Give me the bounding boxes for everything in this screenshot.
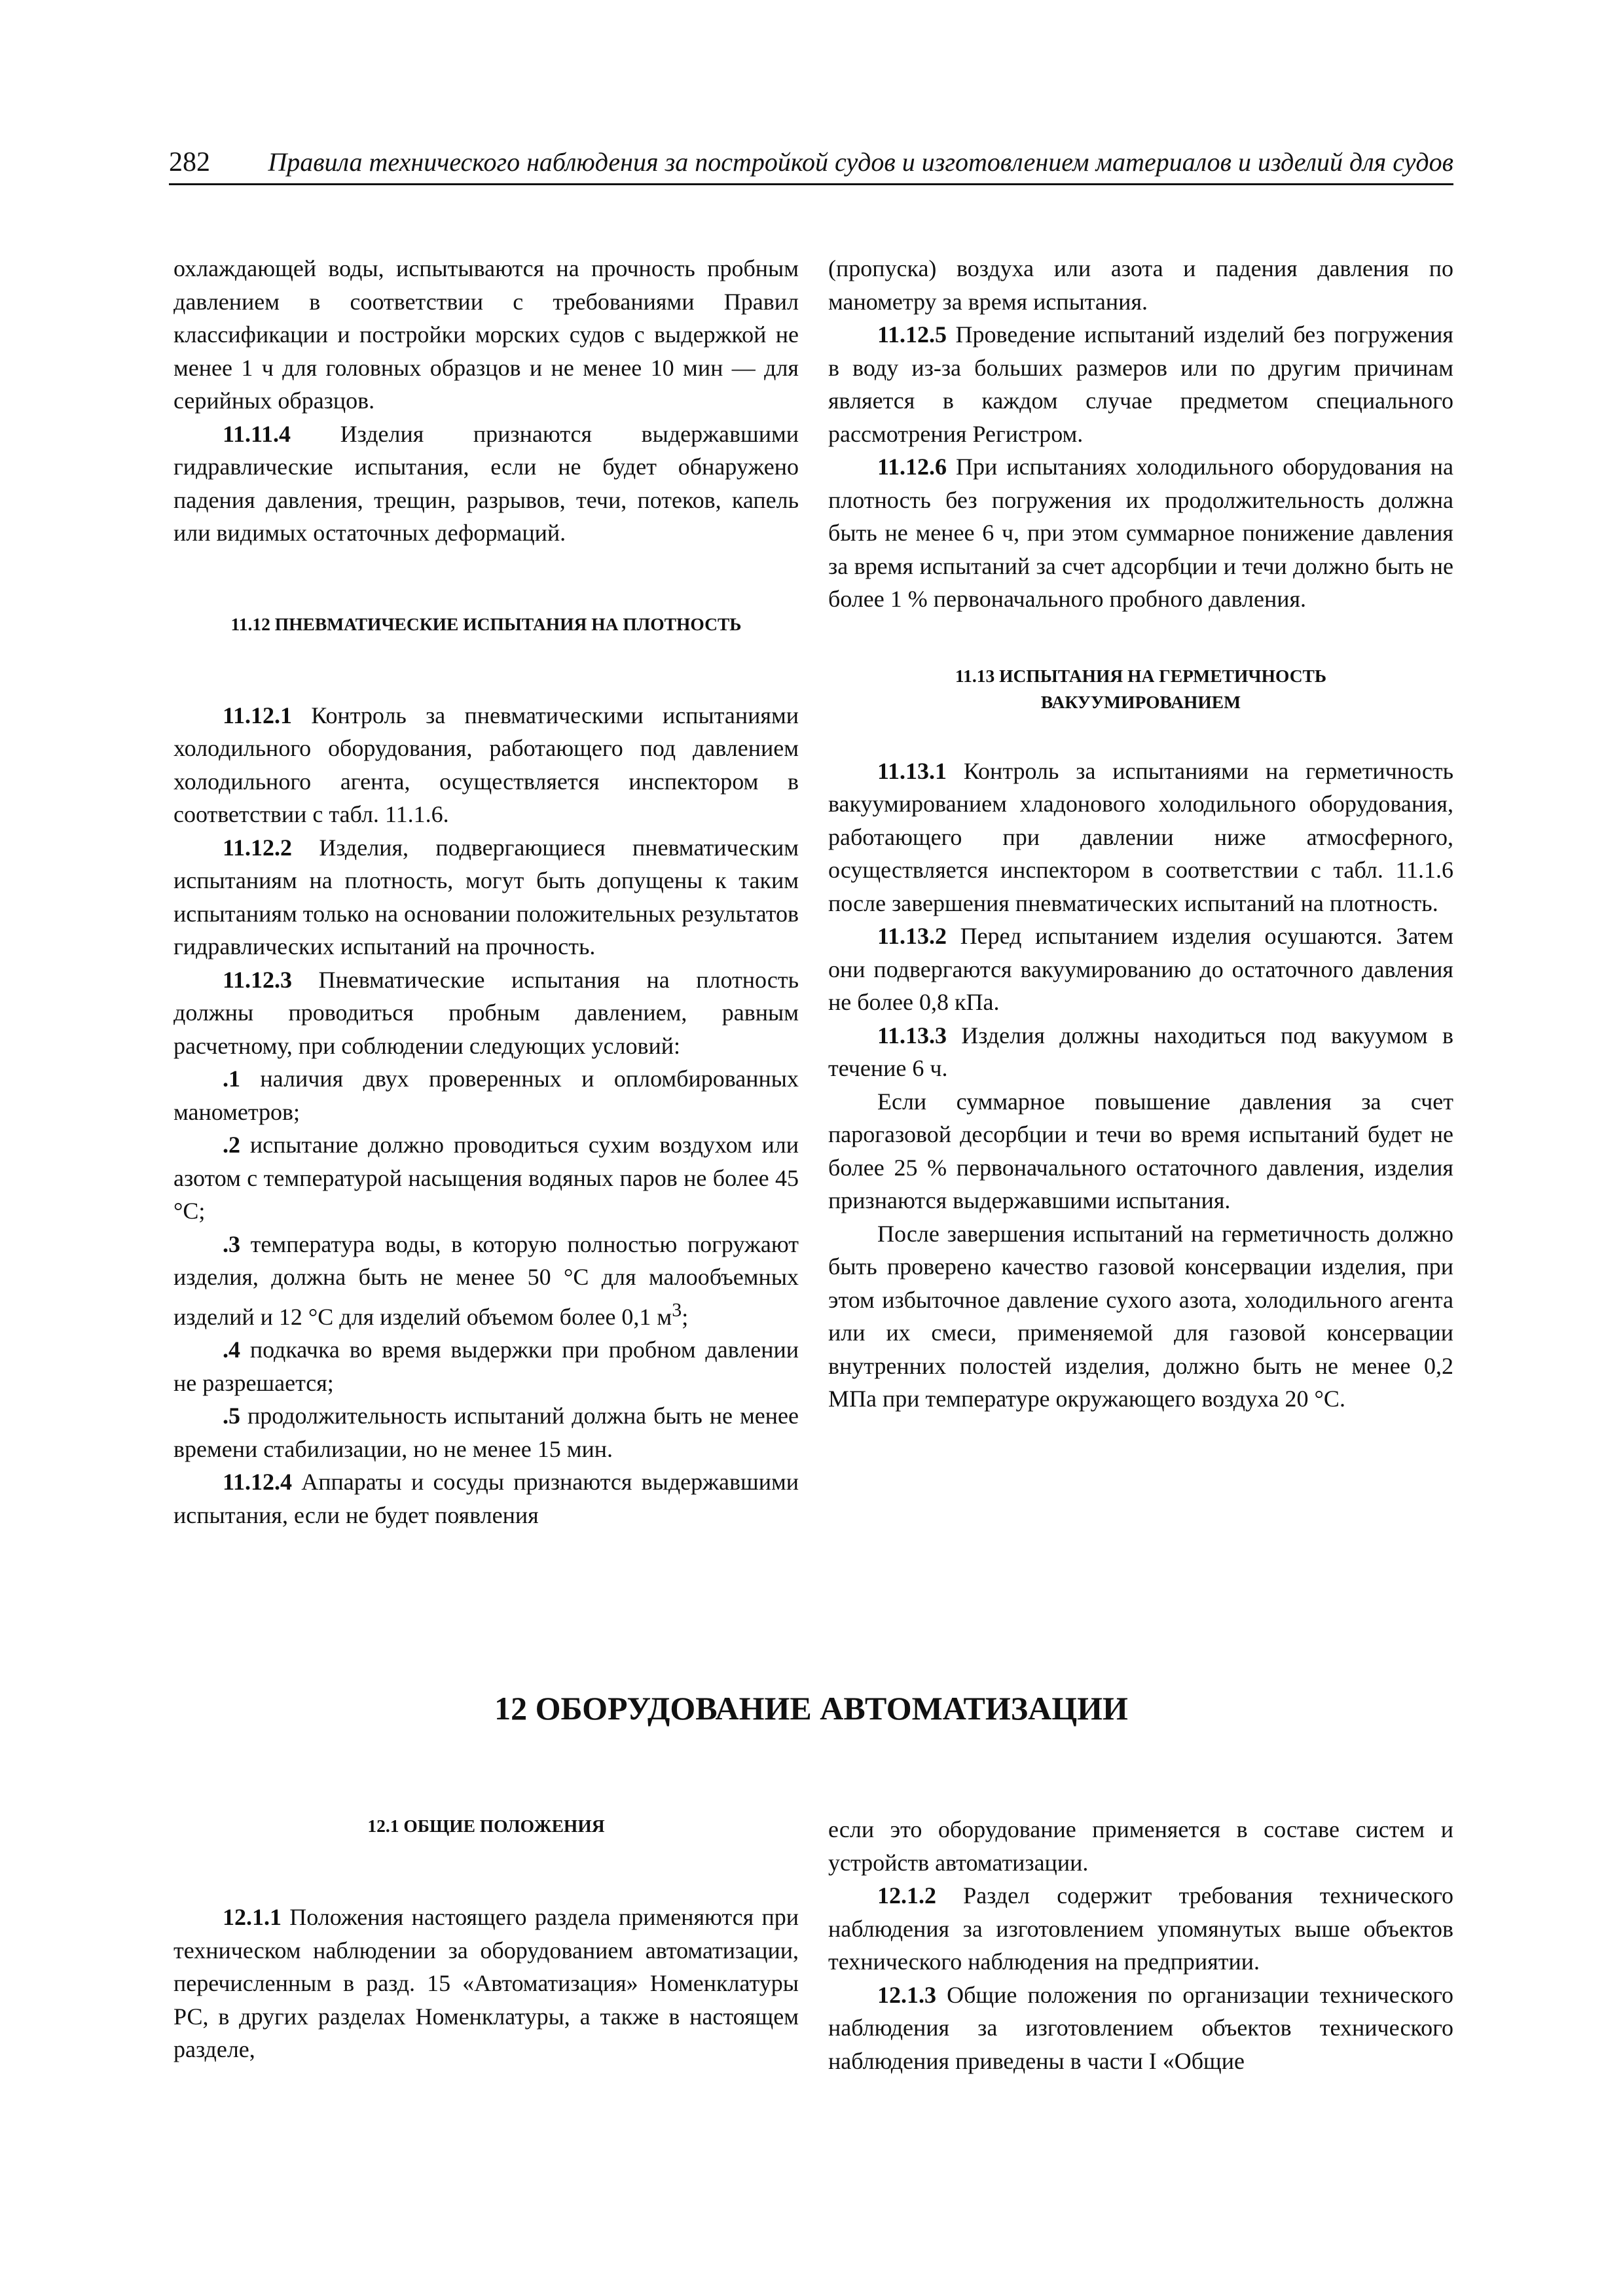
page-header: [169, 143, 1453, 185]
list-item-2: [173, 1128, 799, 1228]
clause-text: Контроль за испытаниями на герметичность вакуумированием хладонового холодильного оборудования, работающего при давлении ниже атмосферного, осуществляется инспектором в соответствии с табл. 11.1.6 после завершения пневматических испытаний на плотность.: [828, 757, 1453, 916]
paragraph: охлаждающей воды, испытываются на прочность пробным давлением в соответствии с требованиями Правил классификации и постройки морских судов с выдержкой не менее 1 ч для головных образцов и не менее 10 мин — для серийных образцов.: [173, 255, 799, 414]
left-column-top: [173, 252, 799, 1532]
clause-text: Общие положения по организации технического наблюдения за изготовлением объектов технического наблюдения приведены в части I «Общие: [828, 1981, 1453, 2074]
item-number: .1: [223, 1066, 240, 1092]
paragraph-11-12-6: [828, 450, 1453, 616]
clause-number: 11.12.5: [877, 321, 947, 348]
superscript: 3: [672, 1299, 682, 1321]
item-text: подкачка во время выдержки при пробном давлении не разрешается;: [173, 1336, 799, 1396]
clause-text: Изделия должны находиться под вакуумом в течение 6 ч.: [828, 1022, 1453, 1081]
paragraph-11-12-3: [173, 963, 799, 1063]
chapter-title: 12 ОБОРУДОВАНИЕ АВТОМАТИЗАЦИИ: [494, 1690, 1128, 1727]
clause-number: 12.1.3: [877, 1981, 936, 2008]
paragraph: После завершения испытаний на герметичность должно быть проверено качество газовой консервации изделия, при этом избыточное давление сухого азота, холодильного агента или их смеси, применяемой для газовой консервации внутренних полостей изделия, должно быть не менее 0,2 МПа при температуре окружающего воздуха 20 °С.: [828, 1220, 1453, 1412]
paragraph-11-12-2: [173, 831, 799, 963]
clause-text: Контроль за пневматическими испытаниями холодильного оборудования, работающего под давлением холодильного агента, осуществляется инспектором в соответствии с табл. 11.1.6.: [173, 702, 799, 827]
clause-number: 11.12.2: [223, 834, 293, 861]
clause-number: 11.13.1: [877, 757, 947, 784]
paragraph-12-1-1: [173, 1901, 799, 2066]
clause-number: 11.11.4: [223, 420, 291, 447]
section-heading-11-13: [828, 663, 1453, 715]
clause-number: 11.13.2: [877, 923, 947, 949]
paragraph: (пропуска) воздуха или азота и падения давления по манометру за время испытания.: [828, 255, 1453, 315]
section-heading-line-1: 11.13 ИСПЫТАНИЯ НА ГЕРМЕТИЧНОСТЬ: [955, 665, 1327, 686]
item-text: продолжительность испытаний должна быть не менее времени стабилизации, но не менее 15 мин.: [173, 1403, 799, 1462]
paragraph: если это оборудование применяется в составе систем и устройств автоматизации.: [828, 1816, 1453, 1876]
list-item-5: [173, 1399, 799, 1465]
clause-number: 12.1.1: [223, 1904, 282, 1930]
item-text-end: ;: [682, 1303, 689, 1330]
paragraph-11-12-5: [828, 318, 1453, 450]
item-number: .4: [223, 1336, 240, 1363]
clause-number: 11.12.1: [223, 702, 293, 728]
clause-text: Изделия, подвергающиеся пневматическим испытаниям на плотность, могут быть допущены к таким испытаниям только на основании положительных результатов гидравлических испытаний на прочность.: [173, 834, 799, 960]
clause-text: Раздел содержит требования технического наблюдения за изготовлением упомянутых выше объектов технического наблюдения на предприятии.: [828, 1882, 1453, 1975]
item-text: наличия двух проверенных и опломбированных манометров;: [173, 1066, 799, 1125]
item-number: .2: [223, 1132, 240, 1158]
page-number: 282: [169, 147, 210, 177]
right-column-top: [828, 252, 1453, 1416]
paragraph-11-12-4: [173, 1465, 799, 1532]
item-number: .3: [223, 1230, 240, 1257]
item-number: .5: [223, 1403, 240, 1429]
paragraph-11-12-1: [173, 699, 799, 831]
paragraph-12-1-3: [828, 1979, 1453, 2078]
paragraph-11-13-2: [828, 920, 1453, 1019]
section-heading-line-2: ВАКУУМИРОВАНИЕМ: [1040, 691, 1241, 712]
item-text: температура воды, в которую полностью погружают изделия, должна быть не менее 50 °С для малообъемных изделий и 12 °С для изделий объемом более 0,1 м: [173, 1230, 799, 1330]
clause-text: Пневматические испытания на плотность должны проводиться пробным давлением, равным расчетному, при соблюдении следующих условий:: [173, 966, 799, 1059]
clause-number: 11.13.3: [877, 1022, 947, 1049]
paragraph-11-11-4: [173, 418, 799, 550]
list-item-1: [173, 1062, 799, 1128]
section-heading-12-1: 12.1 ОБЩИЕ ПОЛОЖЕНИЯ: [367, 1816, 605, 1836]
clause-text: Изделия признаются выдержавшими гидравлические испытания, если не будет обнаружено падения давления, трещин, разрывов, течи, потеков, капель или видимых остаточных деформаций.: [173, 420, 799, 546]
clause-number: 11.12.4: [223, 1469, 293, 1495]
paragraph-12-1-2: [828, 1879, 1453, 1979]
clause-number: 12.1.2: [877, 1882, 936, 1909]
list-item-4: [173, 1333, 799, 1399]
section-heading-11-12: 11.12 ПНЕВМАТИЧЕСКИЕ ИСПЫТАНИЯ НА ПЛОТНОСТЬ: [230, 613, 742, 634]
list-item-3: [173, 1228, 799, 1334]
clause-text: Положения настоящего раздела применяются при техническом наблюдении за оборудованием автоматизации, перечисленным в разд. 15 «Автоматизация» Номенклатуры РС, в других разделах Номенклатуры, а также в настоящем разделе,: [173, 1904, 799, 2062]
running-title: Правила технического наблюдения за постройкой судов и изготовлением материалов и изделий для судов: [268, 147, 1453, 177]
left-column-bottom: [173, 1813, 799, 2066]
clause-text: Проведение испытаний изделий без погружения в воду из-за больших размеров или по другим причинам является в каждом случае предметом специального рассмотрения Регистром.: [828, 321, 1453, 447]
right-column-bottom: [828, 1813, 1453, 2077]
paragraph-11-13-1: [828, 755, 1453, 920]
clause-text: Аппараты и сосуды признаются выдержавшими испытания, если не будет появления: [173, 1469, 799, 1528]
clause-text: Перед испытанием изделия осушаются. Затем они подвергаются вакуумированию до остаточного давления не более 0,8 кПа.: [828, 923, 1453, 1015]
clause-number: 11.12.6: [877, 454, 947, 480]
item-text: испытание должно проводиться сухим воздухом или азотом с температурой насыщения водяных паров не более 45 °С;: [173, 1132, 799, 1224]
paragraph-11-13-3: [828, 1019, 1453, 1085]
paragraph: Если суммарное повышение давления за счет парогазовой десорбции и течи во время испытаний будет не более 25 % первоначального остаточного давления, изделия признаются выдержавшими испытания.: [828, 1088, 1453, 1213]
clause-text: При испытаниях холодильного оборудования на плотность без погружения их продолжительность должна быть не менее 6 ч, при этом суммарное понижение давления за время испытаний за счет адсорбции и течи должно быть не более 1 % первоначального пробного давления.: [828, 454, 1453, 612]
clause-number: 11.12.3: [223, 966, 293, 993]
